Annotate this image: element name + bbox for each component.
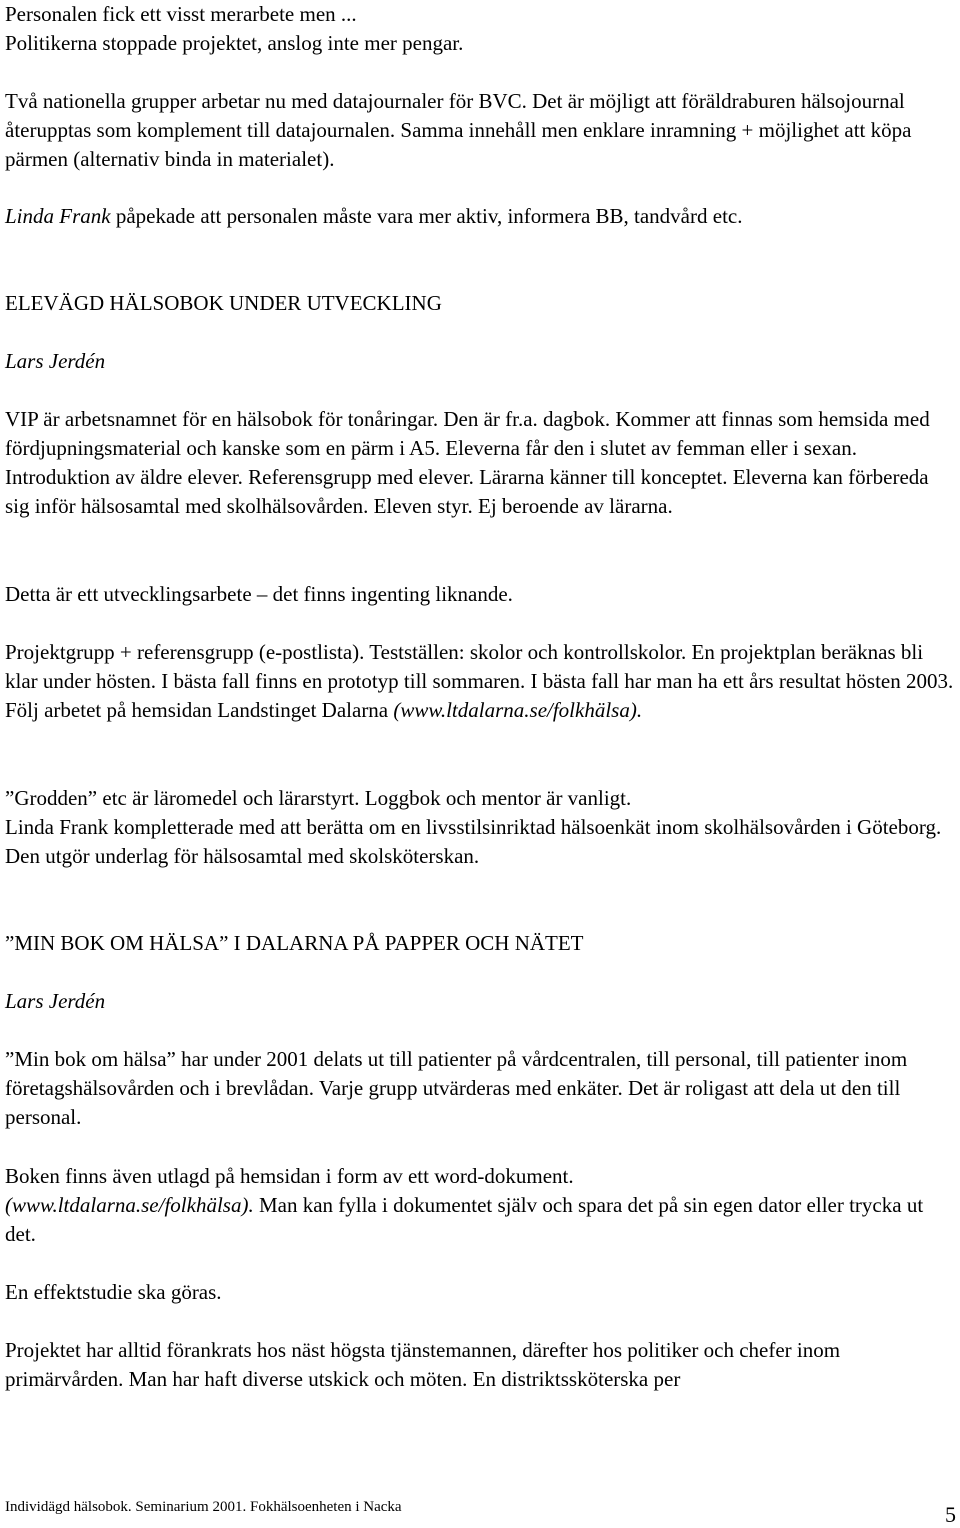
section-1-p1-text: VIP är arbetsnamnet för en hälsobok för tonåringar. Den är fr.a. dagbok. Kommer att finnas som hemsida med fördjupningsmaterial och kanske som en pärm i A5. Eleverna får den i slutet av femman eller i sexan. Introduktion av äldre elever. Referensgrupp med elever. Lärarna känner till konceptet. Eleverna kan förbereda sig inför hälsosamtal med skolhälsovården. Eleven styr. Ej beroende av lärarna.	[5, 407, 930, 518]
section-2-author: Lars Jerdén	[5, 989, 106, 1013]
intro-line-1: Personalen fick ett visst merarbete men ...	[5, 2, 357, 26]
bvc-text: Två nationella grupper arbetar nu med datajournaler för BVC. Det är möjligt att föräldraburen hälsojournal återupptas som komplement till datajournalen. Samma innehåll men enklare inramning + möjlighet att köpa pärmen (alternativ binda in materialet).	[5, 89, 912, 171]
footer-text: Individägd hälsobok. Seminarium 2001. Fokhälsoenheten i Nacka	[5, 1499, 402, 1515]
section-1-p4-line-1: ”Grodden” etc är läromedel och lärarstyrt. Loggbok och mentor är vanligt.	[5, 786, 632, 810]
section-2-p4-text: Projektet har alltid förankrats hos näst högsta tjänstemannen, därefter hos politiker och chefer inom primärvården. Man har haft diverse utskick och möten. En distriktssköterska per	[5, 1338, 841, 1391]
section-2-paragraph-3: En effektstudie ska göras.	[5, 1280, 222, 1304]
section-1-author: Lars Jerdén	[5, 349, 106, 373]
linda-frank-paragraph	[5, 202, 958, 231]
section-1-heading: ELEVÄGD HÄLSOBOK UNDER UTVECKLING	[5, 291, 442, 315]
section-1-paragraph-4	[5, 784, 958, 871]
section-1-paragraph-3	[5, 638, 958, 725]
ltdalarna-link[interactable]: (www.ltdalarna.se/folkhälsa).	[393, 698, 643, 722]
section-1-p4-rest: Linda Frank kompletterade med att berätta om en livsstilsinriktad hälsoenkät inom skolhälsovården i Göteborg. Den utgör underlag för hälsosamtal med skolsköterskan.	[5, 815, 942, 868]
section-2-p2-rest: Man kan fylla i dokumentet själv och spara det på sin egen dator eller trycka ut det.	[5, 1193, 924, 1246]
section-2-p1-text: ”Min bok om hälsa” har under 2001 delats ut till patienter på vårdcentralen, till personal, till patienter inom företagshälsovården och i brevlådan. Varje grupp utvärderas med enkäter. Det är roligast att dela ut den till personal.	[5, 1047, 908, 1129]
section-1-paragraph-1	[5, 405, 958, 521]
intro-paragraph	[5, 0, 958, 58]
page-number: 5	[945, 1502, 956, 1527]
section-2-paragraph-4	[5, 1336, 958, 1394]
ltdalarna-link-2[interactable]: (www.ltdalarna.se/folkhälsa).	[5, 1193, 254, 1217]
section-2-heading: ”MIN BOK OM HÄLSA” I DALARNA PÅ PAPPER OCH NÄTET	[5, 931, 584, 955]
section-1-p3-text: Projektgrupp + referensgrupp (e-postlista). Testställen: skolor och kontrollskolor. En projektplan beräknas bli klar under hösten. I bästa fall finns en prototyp till sommaren. I bästa fall har man ha ett års resultat hösten 2003. Följ arbetet på hemsidan Landstinget Dalarna	[5, 640, 954, 722]
linda-frank-name: Linda Frank	[5, 204, 111, 228]
linda-frank-text: påpekade att personalen måste vara mer aktiv, informera BB, tandvård etc.	[110, 204, 743, 228]
section-1-paragraph-2: Detta är ett utvecklingsarbete – det finns ingenting liknande.	[5, 582, 513, 606]
section-2-paragraph-1	[5, 1045, 958, 1132]
section-2-p2-line-1: Boken finns även utlagd på hemsidan i form av ett word-dokument.	[5, 1164, 574, 1188]
intro-line-2: Politikerna stoppade projektet, anslog inte mer pengar.	[5, 31, 464, 55]
section-2-paragraph-2	[5, 1162, 958, 1249]
bvc-paragraph	[5, 87, 958, 174]
